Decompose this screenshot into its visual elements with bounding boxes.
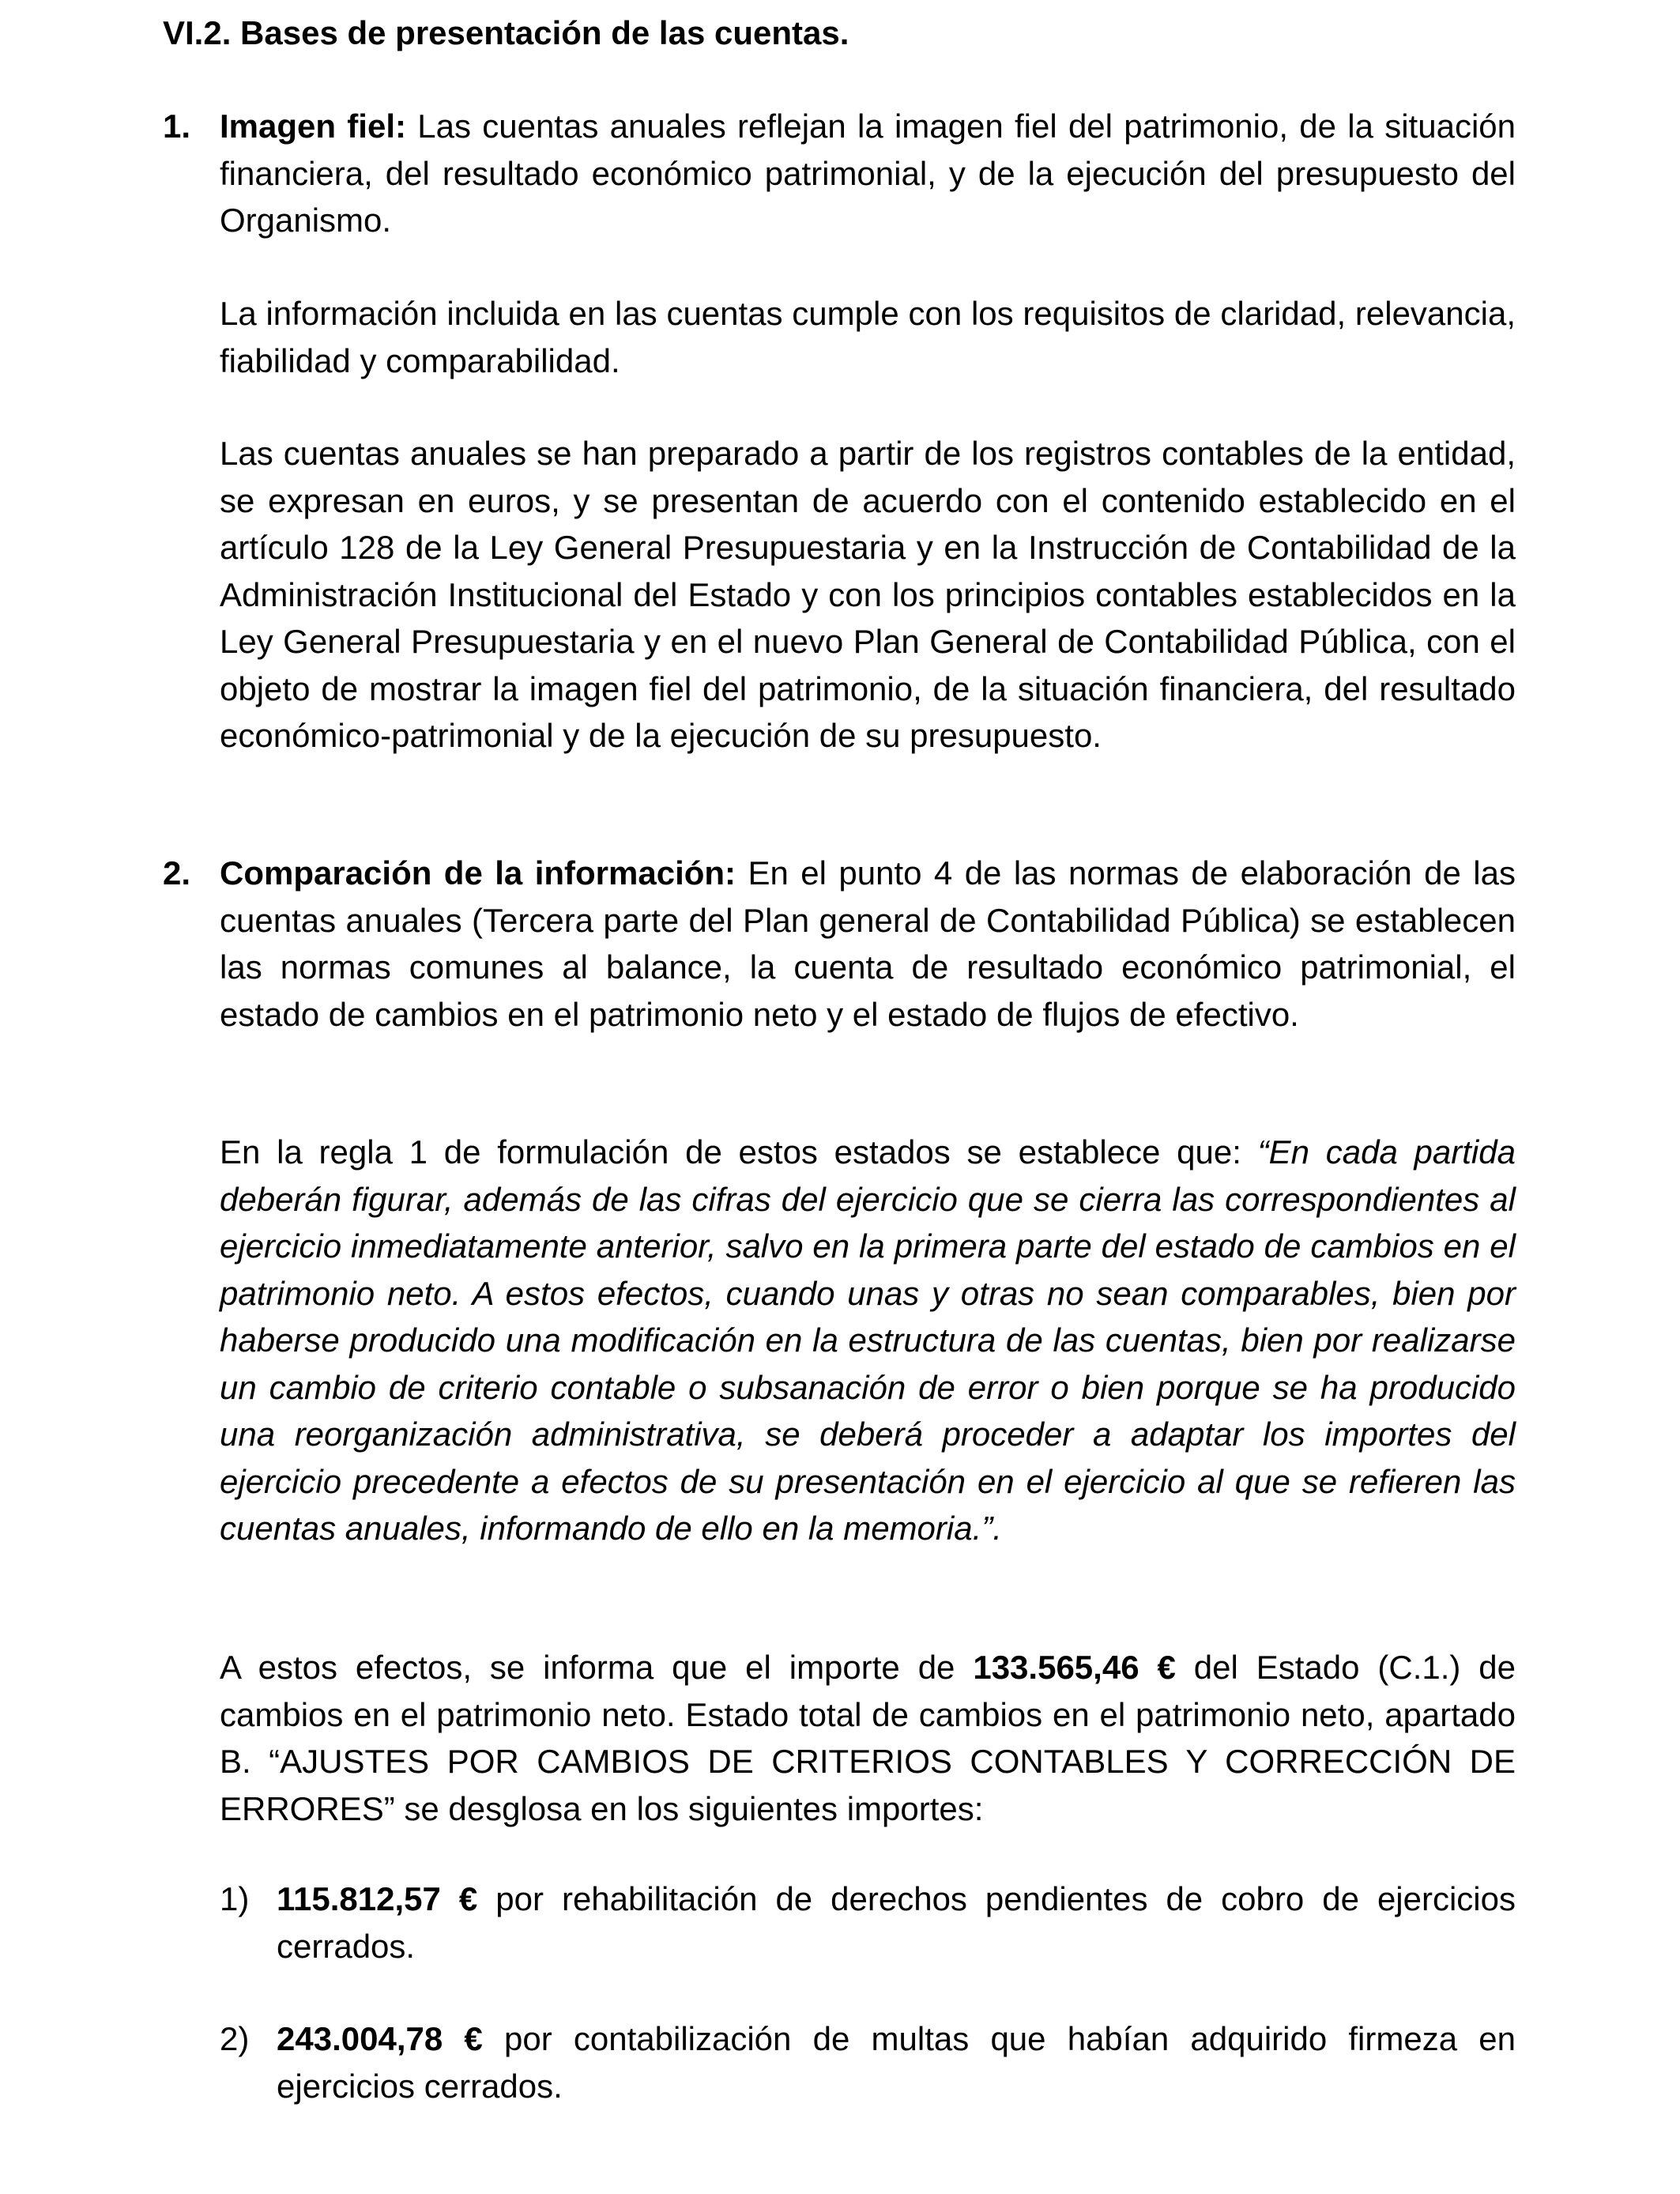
paragraph-registros: Las cuentas anuales se han preparado a partir de los registros contables de la entidad, se expresan en euros, y se presentan de acuerdo con el contenido establecido en el artículo 128 de la Ley General Presupuestaria y en la Instrucción de Contabilidad de la Administración Institucional del Estado y con los principios contables establecidos en la Ley General Presupuestaria y en el nuevo Plan General de Contabilidad Pública, con el objeto de mostrar la imagen fiel del patrimonio, de la situación financiera, del resultado económico-patrimonial y de la ejecución de su presupuesto. bbox=[220, 435, 1516, 754]
subitem-1-text: por rehabilitación de derechos pendientes de cobro de ejercicios cerrados. bbox=[277, 1880, 1516, 1965]
regla-intro: En la regla 1 de formulación de estos estados se establece que: bbox=[220, 1133, 1258, 1171]
item-1-lead: Imagen fiel: bbox=[220, 107, 406, 145]
paragraph-importe bbox=[220, 1644, 1516, 1832]
item-1-text: Las cuentas anuales reflejan la imagen fiel del patrimonio, de la situación financiera, del resultado económico patrimonial, y de la ejecución del presupuesto del Organismo. bbox=[220, 107, 1516, 239]
item-2-paragraph bbox=[220, 850, 1516, 1038]
subitem-1-amount: 115.812,57 € bbox=[277, 1880, 478, 1917]
item-1-paragraph bbox=[220, 103, 1516, 244]
subitem-2-amount: 243.004,78 € bbox=[277, 2020, 483, 2057]
subitem-2-paragraph bbox=[277, 2015, 1516, 2109]
item-2-text: En el punto 4 de las normas de elaboración de las cuentas anuales (Tercera parte del Plan general de Contabilidad Pública) se establecen las normas comunes al balance, la cuenta de resultado económico patrimonial, el estado de cambios en el patrimonio neto y el estado de flujos de efectivo. bbox=[220, 854, 1516, 1033]
section-heading: VI.2. Bases de presentación de las cuentas. bbox=[163, 14, 849, 51]
item-2-number: 2. bbox=[163, 854, 191, 892]
paragraph-claridad: La información incluida en las cuentas cumple con los requisitos de claridad, relevancia, fiabilidad y comparabilidad. bbox=[220, 295, 1516, 379]
subitem-1-number: 1) bbox=[220, 1880, 250, 1917]
importe-amount: 133.565,46 € bbox=[973, 1649, 1176, 1686]
subitem-2-text: por contabilización de multas que habían adquirido firmeza en ejercicios cerrados. bbox=[277, 2020, 1516, 2105]
regla-quote: “En cada partida deberán figurar, además de las cifras del ejercicio que se cierra las correspondientes al ejercicio inmediatamente anterior, salvo en la primera parte del estado de cambios en el patrimonio neto. A estos efectos, cuando unas y otras no sean comparables, bien por haberse producido una modificación en la estructura de las cuentas, bien por realizarse un cambio de criterio contable o subsanación de error o bien porque se ha producido una reorganización administrativa, se deberá proceder a adaptar los importes del ejercicio precedente a efectos de su presentación en el ejercicio al que se refieren las cuentas anuales, informando de ello en la memoria.”. bbox=[220, 1133, 1516, 1547]
paragraph-regla bbox=[220, 1129, 1516, 1552]
subitem-1-paragraph bbox=[277, 1875, 1516, 1970]
subitem-2-number: 2) bbox=[220, 2020, 250, 2057]
item-2-lead: Comparación de la información: bbox=[220, 854, 736, 892]
importe-after: del Estado (C.1.) de cambios en el patrimonio neto. Estado total de cambios en el patrimonio neto, apartado B. “AJUSTES POR CAMBIOS DE CRITERIOS CONTABLES Y CORRECCIÓN DE ERRORES” se desglosa en los siguientes importes: bbox=[220, 1649, 1516, 1827]
importe-before: A estos efectos, se informa que el importe de bbox=[220, 1649, 974, 1686]
item-1-number: 1. bbox=[163, 107, 191, 145]
